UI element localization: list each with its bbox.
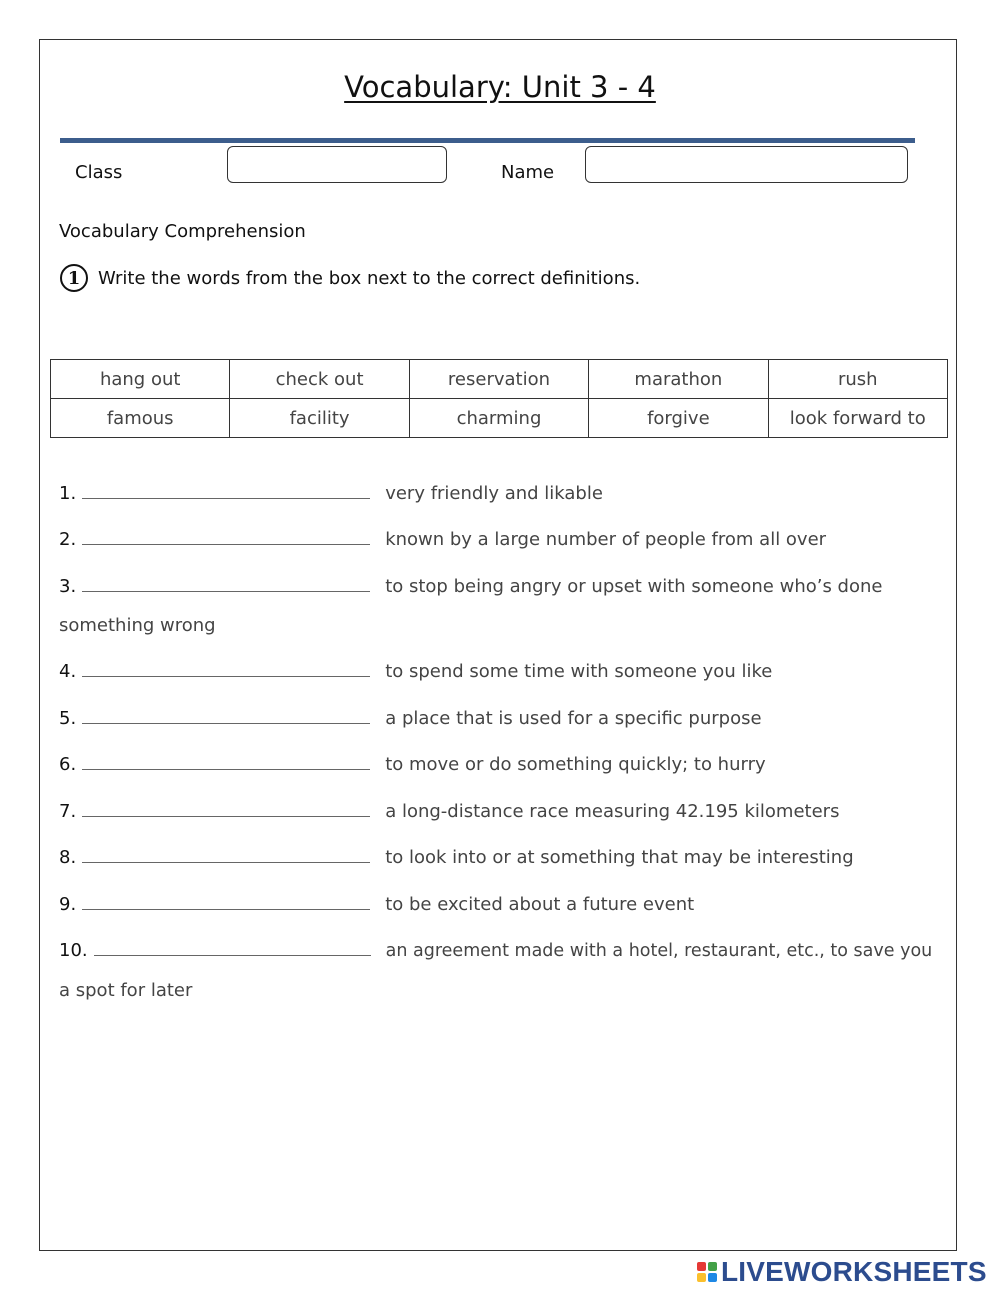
logo-mark-square — [708, 1273, 717, 1282]
definition-text: to look into or at something that may be interesting — [385, 847, 854, 868]
word-box-cell: charming — [409, 399, 588, 438]
question-number: 3. — [59, 576, 77, 597]
word-box-cell: marathon — [589, 360, 768, 399]
definition-text: an agreement made with a hotel, restaurant, etc., to save you — [385, 941, 933, 961]
logo-mark-square — [697, 1273, 706, 1282]
definition-text: to spend some time with someone you like — [385, 661, 773, 682]
answer-blank[interactable] — [82, 524, 370, 545]
word-box-cell: forgive — [589, 399, 768, 438]
question-number: 5. — [59, 708, 77, 729]
definition-text: a long-distance race measuring 42.195 kilometers — [385, 801, 840, 822]
question-number: 4. — [59, 661, 77, 682]
answer-blank[interactable] — [82, 796, 370, 817]
worksheet-title: Vocabulary: Unit 3 - 4 — [344, 70, 656, 104]
question-item — [59, 931, 944, 1010]
definition-text: to stop being angry or upset with someone who’s done — [385, 576, 883, 597]
instruction-text: Write the words from the box next to the correct definitions. — [98, 267, 641, 289]
question-number: 1. — [59, 483, 77, 504]
question-item — [59, 838, 944, 877]
logo-mark-square — [708, 1262, 717, 1271]
logo-text: LIVEWORKSHEETS — [721, 1256, 987, 1287]
question-item — [59, 699, 944, 738]
answer-blank[interactable] — [82, 842, 370, 863]
question-number: 10. — [59, 940, 88, 961]
logo-mark-icon — [697, 1262, 717, 1282]
instruction — [60, 264, 640, 292]
answer-blank[interactable] — [82, 571, 370, 592]
answer-blank[interactable] — [82, 703, 370, 724]
logo-mark-square — [697, 1262, 706, 1271]
definition-text: to be excited about a future event — [385, 894, 695, 915]
liveworksheets-logo — [697, 1256, 987, 1288]
question-item — [59, 885, 944, 924]
definition-text: a place that is used for a specific purpose — [385, 708, 762, 729]
answer-blank[interactable] — [82, 656, 370, 677]
title-divider — [60, 138, 915, 143]
word-box-cell: famous — [51, 399, 230, 438]
question-item — [59, 792, 944, 831]
question-item — [59, 474, 944, 513]
question-item — [59, 652, 944, 691]
word-box-cell: rush — [768, 360, 947, 399]
question-number: 8. — [59, 847, 77, 868]
class-input[interactable] — [227, 146, 447, 183]
definition-continuation: something wrong — [59, 615, 216, 636]
word-box-cell: check out — [230, 360, 409, 399]
question-number: 9. — [59, 894, 77, 915]
answer-blank[interactable] — [82, 889, 370, 910]
question-number: 2. — [59, 529, 77, 550]
definition-text: very friendly and likable — [385, 483, 603, 504]
class-label: Class — [75, 162, 123, 183]
word-box-cell: look forward to — [768, 399, 947, 438]
question-number: 6. — [59, 754, 77, 775]
circled-number-one: 1 — [60, 264, 88, 292]
definition-continuation: a spot for later — [59, 980, 193, 1001]
question-number: 7. — [59, 801, 77, 822]
definition-text: known by a large number of people from all over — [385, 529, 827, 550]
name-input[interactable] — [585, 146, 908, 183]
name-label: Name — [501, 162, 555, 183]
word-box-row — [51, 399, 948, 438]
question-item — [59, 745, 944, 784]
question-item — [59, 520, 944, 559]
answer-blank[interactable] — [94, 935, 371, 956]
answer-blank[interactable] — [82, 478, 370, 499]
word-box-cell: reservation — [409, 360, 588, 399]
word-box-cell: facility — [230, 399, 409, 438]
definition-text: to move or do something quickly; to hurry — [385, 754, 766, 775]
word-box-row — [51, 360, 948, 399]
question-item — [59, 567, 944, 645]
section-heading: Vocabulary Comprehension — [59, 221, 306, 242]
word-box — [50, 359, 948, 438]
answer-blank[interactable] — [82, 749, 370, 770]
word-box-cell: hang out — [51, 360, 230, 399]
